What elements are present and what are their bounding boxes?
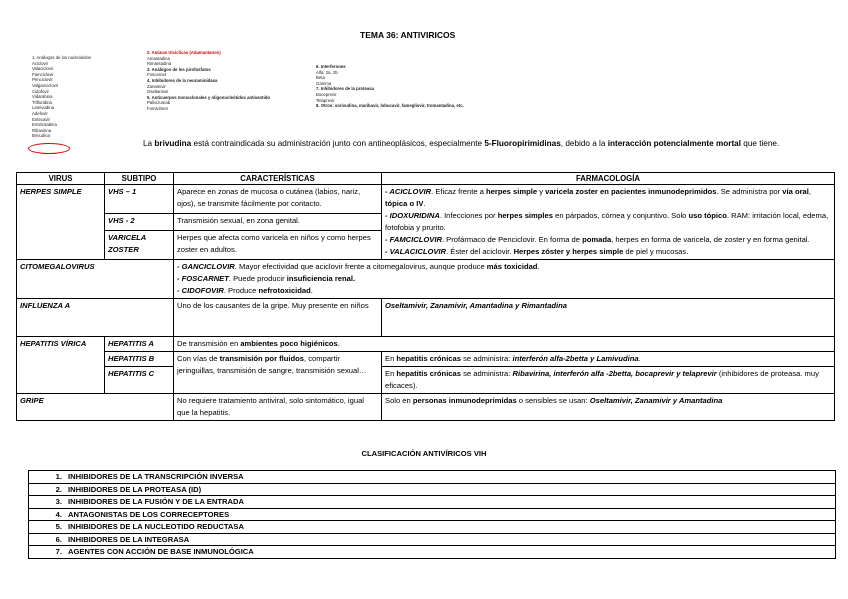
bold-text: varicela zoster en pacientes inmunodeprimidos — [545, 187, 717, 196]
thumb-line: Beta — [316, 75, 325, 81]
thumb-line: Penciclovir — [32, 77, 53, 83]
item-number: 2. — [55, 484, 62, 494]
text: se administra: — [460, 369, 513, 378]
table-row — [17, 299, 835, 337]
thumb-line: 7. Inhibidores de la proteasa — [316, 86, 375, 92]
text: . Infecciones por — [439, 211, 498, 220]
thumb-line: Oseltamivir — [147, 89, 169, 95]
text: . Produce — [223, 286, 259, 295]
subtipo-vhs1: VHS – 1 — [105, 185, 174, 214]
thumb-line: Foscarnet — [147, 72, 167, 78]
drug-name: - GANCICLOVIR — [177, 262, 235, 271]
bold-text: personas inmunodeprimidas — [412, 396, 517, 405]
farm-idoxuridina — [385, 210, 831, 234]
farm-aciclovir — [385, 186, 831, 210]
virus-table — [16, 172, 835, 421]
drug-name: - ACICLOVIR — [385, 187, 432, 196]
table-row — [17, 352, 835, 367]
thumb-line: Zanamivir — [147, 83, 166, 89]
header-virus: VIRUS — [17, 173, 105, 185]
note-bold: 5-Fluoropirimidinas — [484, 139, 561, 148]
text: de piel y mucosas. — [623, 247, 689, 256]
thumbnail-col1 — [32, 55, 91, 139]
virus-gripe: GRIPE — [17, 394, 174, 421]
farm-herpes — [382, 185, 835, 260]
vih-classification-list — [28, 470, 836, 559]
list-item — [29, 483, 836, 496]
vih-section-title: CLASIFICACIÓN ANTIVÍRICOS VIH — [361, 449, 487, 458]
item-label: INHIBIDORES DE LA PROTEASA (ID) — [68, 484, 202, 494]
farm-ganciclovir — [177, 261, 831, 273]
text: . Profármaco de Penciclovir. En forma de — [441, 235, 583, 244]
thumb-line: 3. Análogos de los pirofosfatos — [147, 66, 211, 72]
farm-famciclovir — [385, 234, 831, 246]
list-item — [29, 533, 836, 546]
item-label: AGENTES CON ACCIÓN DE BASE INMUNOLÓGICA — [68, 547, 254, 556]
vih-item — [29, 508, 836, 521]
farm-hepatitis-b — [382, 352, 835, 367]
subtipo-hepatitis-a: HEPATITIS A — [105, 337, 174, 352]
text: , — [808, 187, 812, 196]
text: y — [537, 187, 546, 196]
text: En — [385, 369, 397, 378]
item-number: 1. — [55, 472, 62, 481]
bold-text: herpes simples — [497, 211, 553, 220]
table-row — [17, 394, 835, 421]
thumb-line: Fomivirsen — [147, 105, 169, 111]
note-bold: brivudina — [154, 139, 192, 148]
bold-text: uso tópico — [688, 211, 727, 220]
drug-name: interferón alfa-2betta y Lamivudina — [512, 354, 639, 363]
car-influenza: Uno de los causantes de la gripe. Muy presente en niños — [174, 299, 382, 337]
bold-text: Herpes zóster y herpes simple — [513, 247, 624, 256]
thumbnail-col3 — [316, 64, 464, 109]
text: (inhibidores de proteasa. muy eficaces). — [385, 369, 819, 390]
note-text: que tiene. — [741, 139, 780, 148]
drug-name: Oseltamivir, Zanamivir y Amantadina — [589, 396, 723, 405]
text: En — [385, 354, 397, 363]
note-bold: interacción potencialmente mortal — [607, 139, 741, 148]
item-number: 4. — [55, 509, 62, 519]
text: . — [423, 199, 426, 208]
bold-text: insuficiencia renal. — [286, 274, 356, 283]
text: en párpados, córnea y conjuntivo. Solo — [552, 211, 689, 220]
text: Con vías de — [177, 354, 220, 363]
farm-cidofovir — [177, 285, 831, 297]
text: Solo en — [385, 396, 413, 405]
thumb-line: Vidarabina — [32, 94, 53, 100]
drug-name: - CIDOFOVIR — [177, 286, 224, 295]
drug-name: Ribavirina, interferón alfa -2betta, bocaprevir y telaprevir — [512, 369, 717, 378]
thumb-line: Palivizumab — [147, 100, 171, 106]
thumb-line: Adefovir — [32, 110, 48, 116]
thumb-line: 2. Aminas tricíclicas (Adamantanos) — [147, 50, 221, 55]
thumb-line: Alfa: 2a, 2b — [316, 69, 338, 75]
item-label: ANTAGONISTAS DE LOS CORRECEPTORES — [68, 509, 230, 519]
bold-text: transmisión por fluidos — [219, 354, 305, 363]
brivudina-note — [143, 137, 803, 151]
thumb-line: 1. Análogos de los nucleósidos — [32, 55, 92, 60]
text: , compartir jeringuillas, transmisión de sangre, transmisión sexual… — [177, 354, 367, 375]
bold-text: tópica o IV — [385, 199, 424, 208]
thumbnail-col2 — [147, 50, 270, 112]
thumb-line: Valganciclovir — [32, 82, 59, 88]
text: . Éster del aciclovir. — [446, 247, 514, 256]
text: . Se administra por — [716, 187, 783, 196]
text: , herpes en forma de varicela, de zoster y en forma genital. — [611, 235, 810, 244]
list-item — [29, 546, 836, 559]
thumb-line: Lamivudina — [32, 105, 54, 111]
thumb-line: Emtricitabina — [32, 122, 57, 128]
drug-name: - IDOXURIDINA — [385, 211, 440, 220]
note-text: está contraindicada su administración junto con antineoplásicos, especialmente — [191, 139, 485, 148]
car-hepatitis-a — [174, 337, 835, 352]
thumb-line: Telaprevir — [316, 97, 335, 103]
bold-text: hepatitis crónicas — [396, 354, 461, 363]
virus-citomegalovirus: CITOMEGALOVIRUS — [17, 260, 174, 299]
virus-hepatitis-virica: HEPATITIS VÍRICA — [17, 337, 105, 394]
farm-hepatitis-c — [382, 367, 835, 394]
list-item — [29, 508, 836, 521]
item-number: 6. — [55, 534, 62, 544]
list-item — [29, 521, 836, 534]
text: . RAM: irritación local, edema, fotofobia y prurito. — [385, 211, 829, 232]
drug-name: - VALACICLOVIR — [385, 247, 447, 256]
thumb-line: Famciclovir — [32, 71, 54, 77]
bold-text: pomada — [582, 235, 612, 244]
thumb-line: Ribavirina — [32, 127, 52, 133]
note-text: La — [143, 139, 155, 148]
subtipo-vhs2: VHS - 2 — [105, 214, 174, 230]
farm-citomegalovirus — [174, 260, 835, 299]
table-row — [17, 260, 835, 299]
item-number: 5. — [55, 522, 62, 531]
header-caracteristicas: CARACTERÍSTICAS — [174, 173, 382, 185]
item-label: INHIBIDORES DE LA NUCLEOTIDO REDUCTASA — [68, 522, 244, 531]
thumb-line: Amantadina — [147, 55, 170, 61]
subtipo-hepatitis-b: HEPATITIS B — [105, 352, 174, 367]
thumb-line: Entecavir — [32, 116, 50, 122]
thumb-line: Valaciclovir — [32, 66, 54, 72]
text: . — [310, 286, 313, 295]
virus-herpes-simple: HERPES SIMPLE — [17, 185, 105, 260]
farm-gripe — [382, 394, 835, 421]
farm-influenza: Oseltamivir, Zanamivir, Amantadina y Rimantadina — [382, 299, 835, 337]
thumb-line: 4. Inhibidores de la neuraminidasa — [147, 77, 218, 83]
item-label: INHIBIDORES DE LA TRANSCRIPCIÓN INVERSA — [68, 472, 244, 481]
text: . — [337, 339, 340, 348]
vih-item — [29, 483, 836, 496]
text: . Mayor efectividad que aciclovir frente a citomegalovirus, aunque produce — [234, 262, 487, 271]
bold-text: vía oral — [782, 187, 809, 196]
thumb-line: 5. Anticuerpos monoclonales y oligonucleótidos antisentido — [147, 94, 271, 100]
bold-text: nefrotoxicidad — [258, 286, 311, 295]
list-item — [29, 471, 836, 484]
text: . — [537, 262, 540, 271]
text: . Puede producir — [228, 274, 287, 283]
page-title: TEMA 36: ANTIVIRICOS — [360, 30, 456, 40]
table-row — [17, 337, 835, 352]
thumb-line: Trifluridina — [32, 99, 52, 105]
virus-influenza-a: INFLUENZA A — [17, 299, 174, 337]
text: o sensibles se usan: — [516, 396, 590, 405]
subtipo-hepatitis-c: HEPATITIS C — [105, 367, 174, 394]
subtipo-varicela-zoster: VARICELA ZOSTER — [105, 230, 174, 259]
vih-item — [29, 496, 836, 509]
drug-name: - FAMCICLOVIR — [385, 235, 442, 244]
table-row — [17, 185, 835, 214]
car-vhs2: Transmisión sexual, en zona genital. — [174, 214, 382, 230]
car-vhs1: Aparece en zonas de mucosa o cutánea (labios, nariz, ojos), se transmite fácilmente por contacto. — [174, 185, 382, 214]
car-gripe: No requiere tratamiento antiviral, solo sintomático, igual que la hepatitis. — [174, 394, 382, 421]
item-number: 3. — [55, 497, 62, 506]
vih-item — [29, 521, 836, 534]
table-row — [17, 367, 835, 394]
list-item — [29, 496, 836, 509]
thumb-line: Cidofovir — [32, 88, 49, 94]
text: De transmisión en — [177, 339, 241, 348]
item-number: 7. — [55, 547, 62, 556]
red-circle-mark — [28, 143, 70, 154]
bold-text: ambientes poco higiénicos — [240, 339, 338, 348]
thumb-line: Rimantadina — [147, 61, 172, 67]
bold-text: hepatitis crónicas — [396, 369, 461, 378]
bold-text: más toxicidad — [486, 262, 538, 271]
vih-item — [29, 471, 836, 484]
note-text: , debido a la — [560, 139, 608, 148]
car-hepatitis-bc — [174, 352, 382, 394]
thumb-line: Aciclovir — [32, 60, 48, 66]
thumb-line: Boceprevir — [316, 91, 337, 97]
bold-text: herpes simple — [486, 187, 538, 196]
text: se administra: — [460, 354, 513, 363]
thumb-line: 6. Interferones — [316, 64, 346, 69]
vih-item — [29, 546, 836, 559]
car-varicela-zoster: Herpes que afecta como varicela en niños y como herpes zoster en adultos. — [174, 230, 382, 259]
thumb-line: Gamma — [316, 80, 332, 86]
vih-item — [29, 533, 836, 546]
table-header-row — [17, 173, 835, 185]
farm-foscarnet — [177, 273, 831, 285]
thumb-line: 8. Otros: sorivudina, maribavir, lobucavir, famegliovir, tromantadina, etc. — [316, 103, 464, 109]
drug-name: - FOSCARNET — [177, 274, 229, 283]
item-label: INHIBIDORES DE LA FUSIÓN Y DE LA ENTRADA — [68, 497, 244, 506]
text: . Eficaz frente a — [431, 187, 486, 196]
thumb-line: Brivudina — [32, 133, 50, 139]
item-label: INHIBIDORES DE LA INTEGRASA — [68, 534, 190, 544]
farm-valaciclovir — [385, 246, 831, 258]
text: . — [638, 354, 641, 363]
header-farmacologia: FARMACOLOGÍA — [382, 173, 835, 185]
header-subtipo: SUBTIPO — [105, 173, 174, 185]
